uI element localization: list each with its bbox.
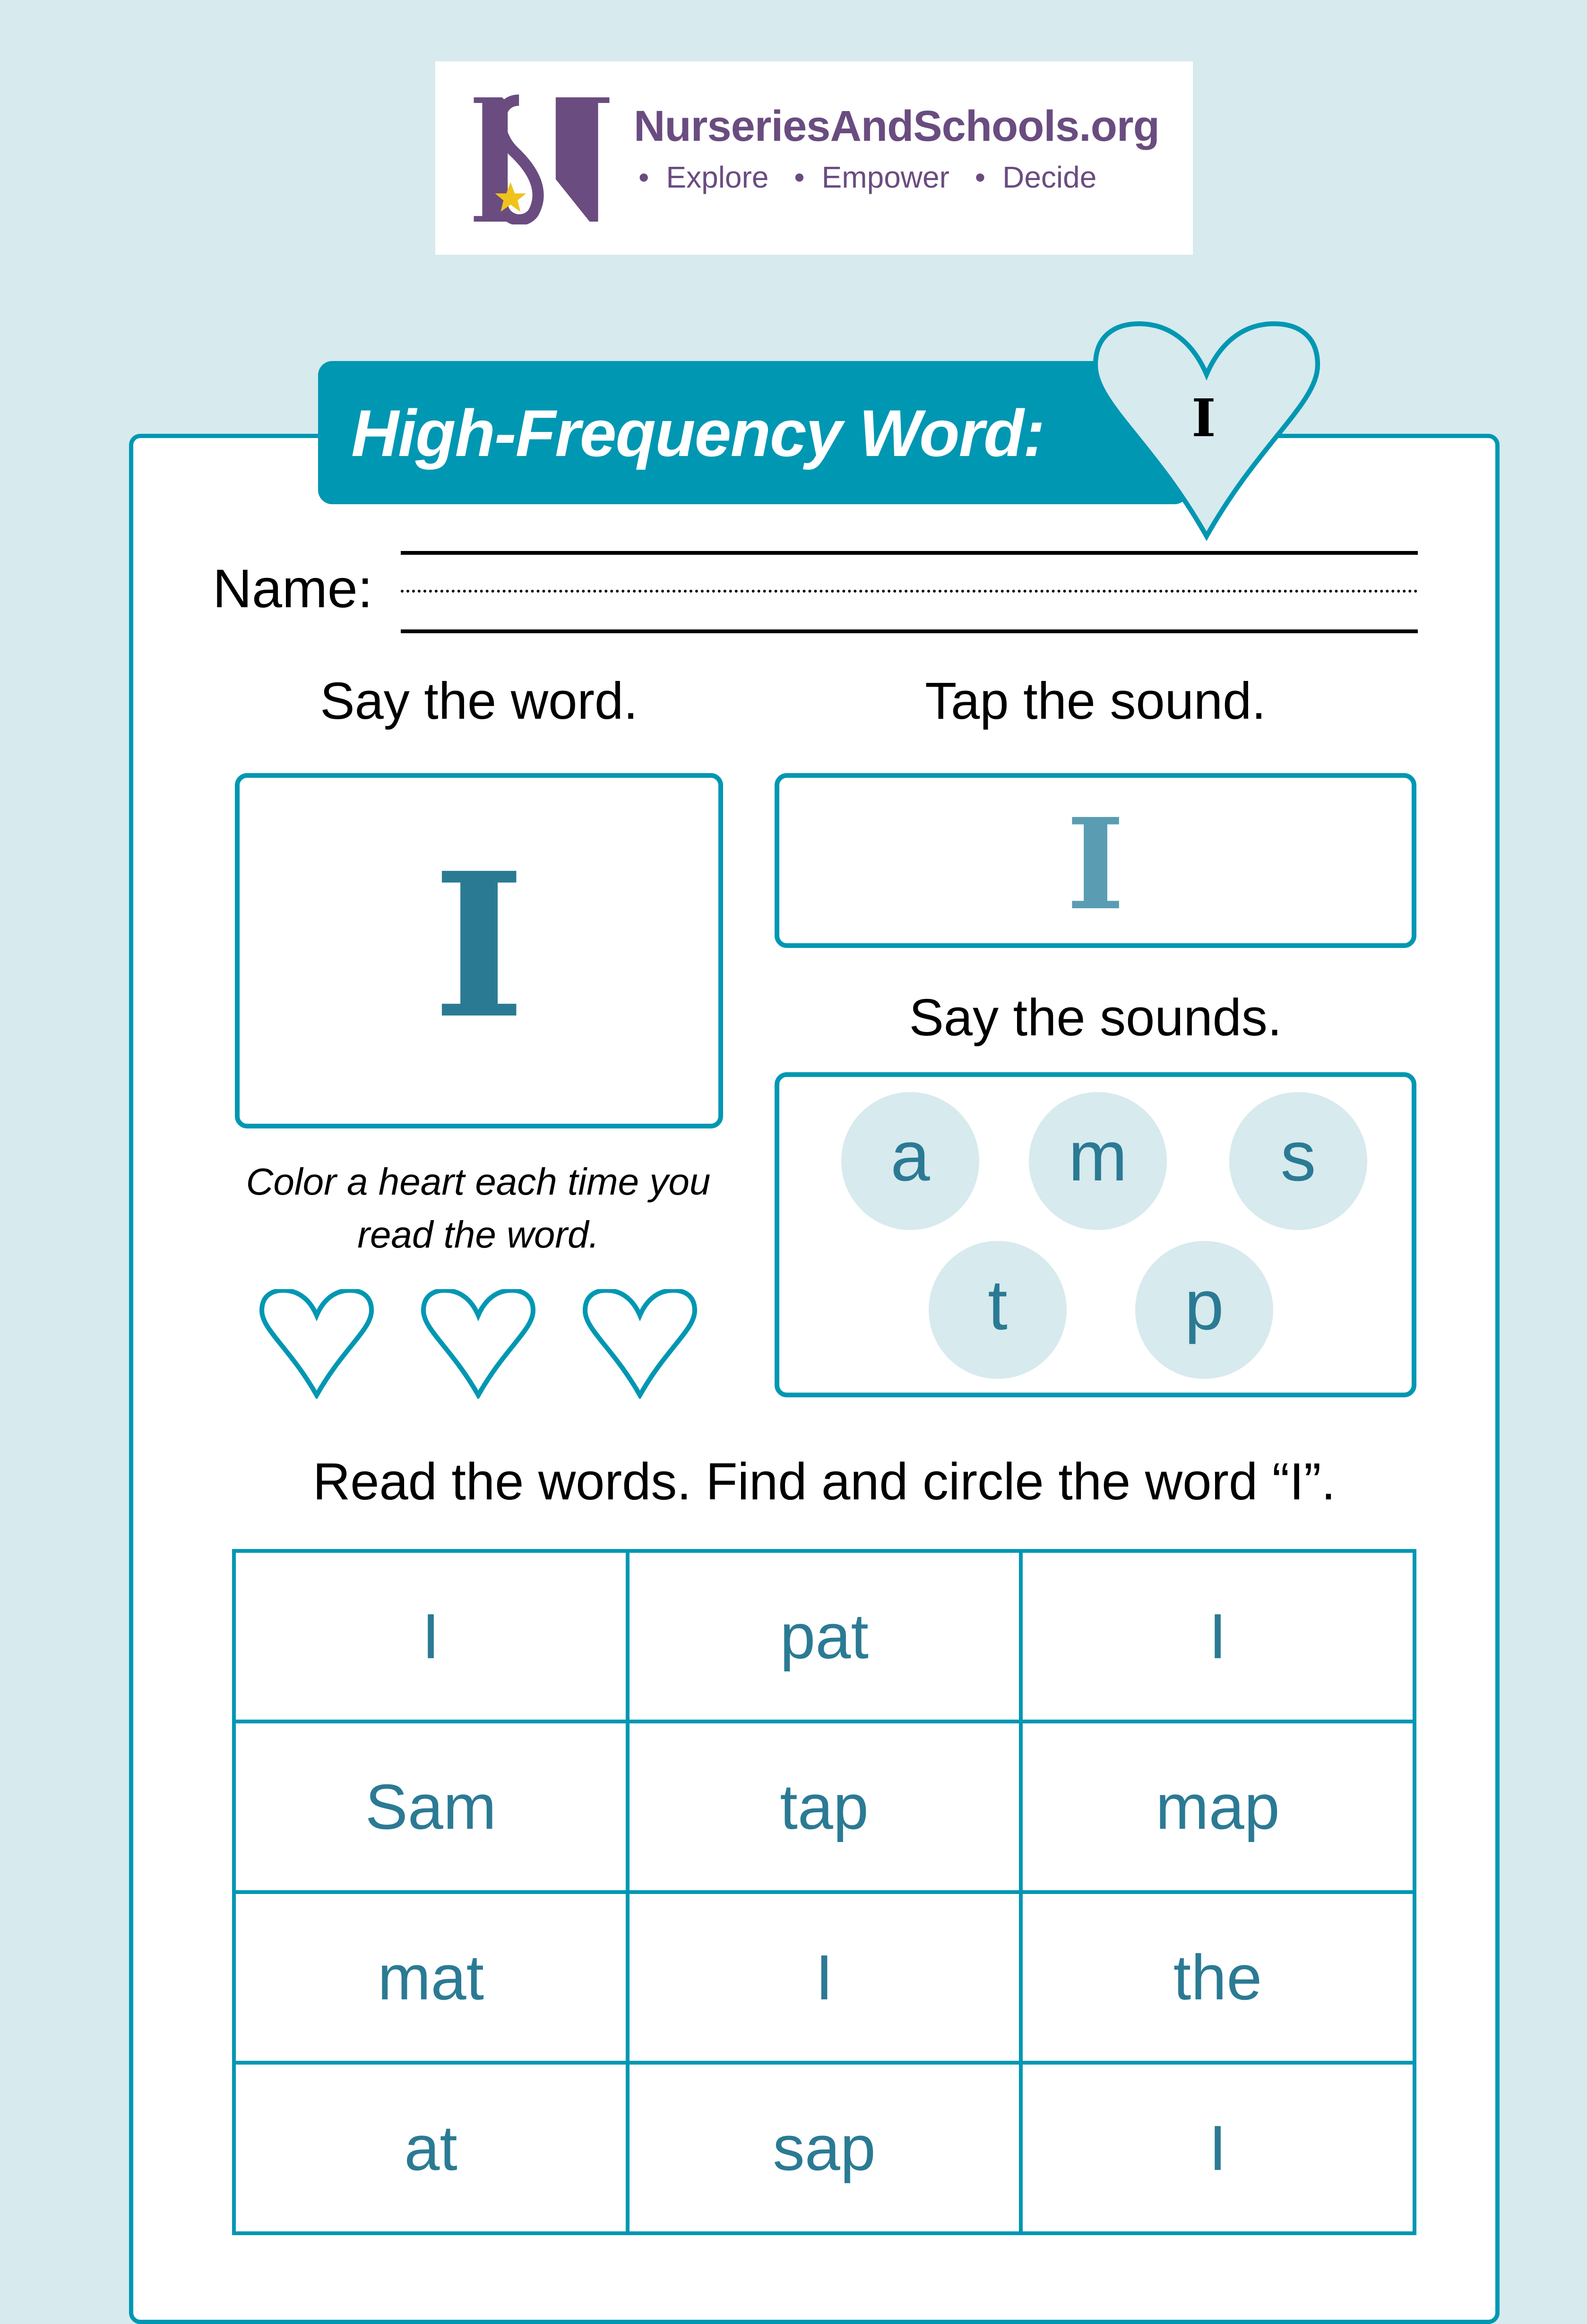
say-word-instruction: Say the word. — [320, 672, 638, 730]
word-cell[interactable]: at — [234, 2063, 628, 2233]
say-word-box — [235, 773, 723, 1128]
word-cell[interactable]: map — [1021, 1721, 1414, 1892]
say-word-text: I — [432, 830, 526, 1063]
word-cell[interactable]: the — [1021, 1892, 1414, 2063]
heart-icon-3[interactable] — [578, 1289, 701, 1399]
sound-circle-p[interactable]: p — [1135, 1241, 1273, 1379]
name-line-dotted[interactable] — [401, 590, 1418, 593]
word-cell[interactable]: tap — [628, 1721, 1021, 1892]
table-row — [234, 1551, 1414, 1721]
sounds-box — [775, 1072, 1416, 1397]
word-cell[interactable]: I — [1021, 2063, 1414, 2233]
word-cell[interactable]: pat — [628, 1551, 1021, 1721]
word-cell[interactable]: sap — [628, 2063, 1021, 2233]
say-sounds-instruction: Say the sounds. — [909, 989, 1282, 1047]
title-word: I — [1191, 387, 1216, 448]
table-row — [234, 2063, 1414, 2233]
logo-banner — [435, 61, 1193, 255]
tagline-explore: Explore — [666, 160, 769, 194]
logo-site-name: NurseriesAndSchools.org — [634, 102, 1159, 150]
tagline-decide: Decide — [1002, 160, 1097, 194]
title-banner — [318, 361, 1189, 504]
table-row — [234, 1892, 1414, 2063]
word-cell[interactable]: I — [234, 1551, 628, 1721]
tap-sound-box[interactable] — [775, 773, 1416, 948]
page-title: High-Frequency Word: — [351, 396, 1044, 470]
name-label: Name: — [213, 559, 373, 619]
tagline-empower: Empower — [821, 160, 949, 194]
word-cell[interactable]: Sam — [234, 1721, 628, 1892]
word-cell[interactable]: I — [628, 1892, 1021, 2063]
color-heart-line1: Color a heart each time you — [246, 1161, 711, 1203]
tap-sound-instruction: Tap the sound. — [925, 672, 1266, 730]
word-cell[interactable]: mat — [234, 1892, 628, 2063]
word-cell[interactable]: I — [1021, 1551, 1414, 1721]
sound-circle-m[interactable]: m — [1029, 1092, 1167, 1230]
word-table — [232, 1549, 1416, 2235]
find-words-instruction: Read the words. Find and circle the word “I”. — [312, 1453, 1336, 1511]
color-heart-instruction — [218, 1155, 738, 1261]
tap-sound-letter[interactable]: I — [1066, 791, 1125, 938]
heart-icon-1[interactable] — [255, 1289, 378, 1399]
name-line-bottom — [401, 629, 1418, 633]
name-line-top — [401, 551, 1418, 555]
heart-icon-2[interactable] — [417, 1289, 540, 1399]
table-row — [234, 1721, 1414, 1892]
sound-circle-t[interactable]: t — [929, 1241, 1067, 1379]
logo-monogram-icon — [471, 95, 612, 224]
sound-circle-s[interactable]: s — [1229, 1092, 1367, 1230]
logo-tagline: • Explore • Empower • Decide — [638, 160, 1097, 194]
sound-circle-a[interactable]: a — [841, 1092, 979, 1230]
color-heart-line2: read the word. — [357, 1214, 599, 1256]
